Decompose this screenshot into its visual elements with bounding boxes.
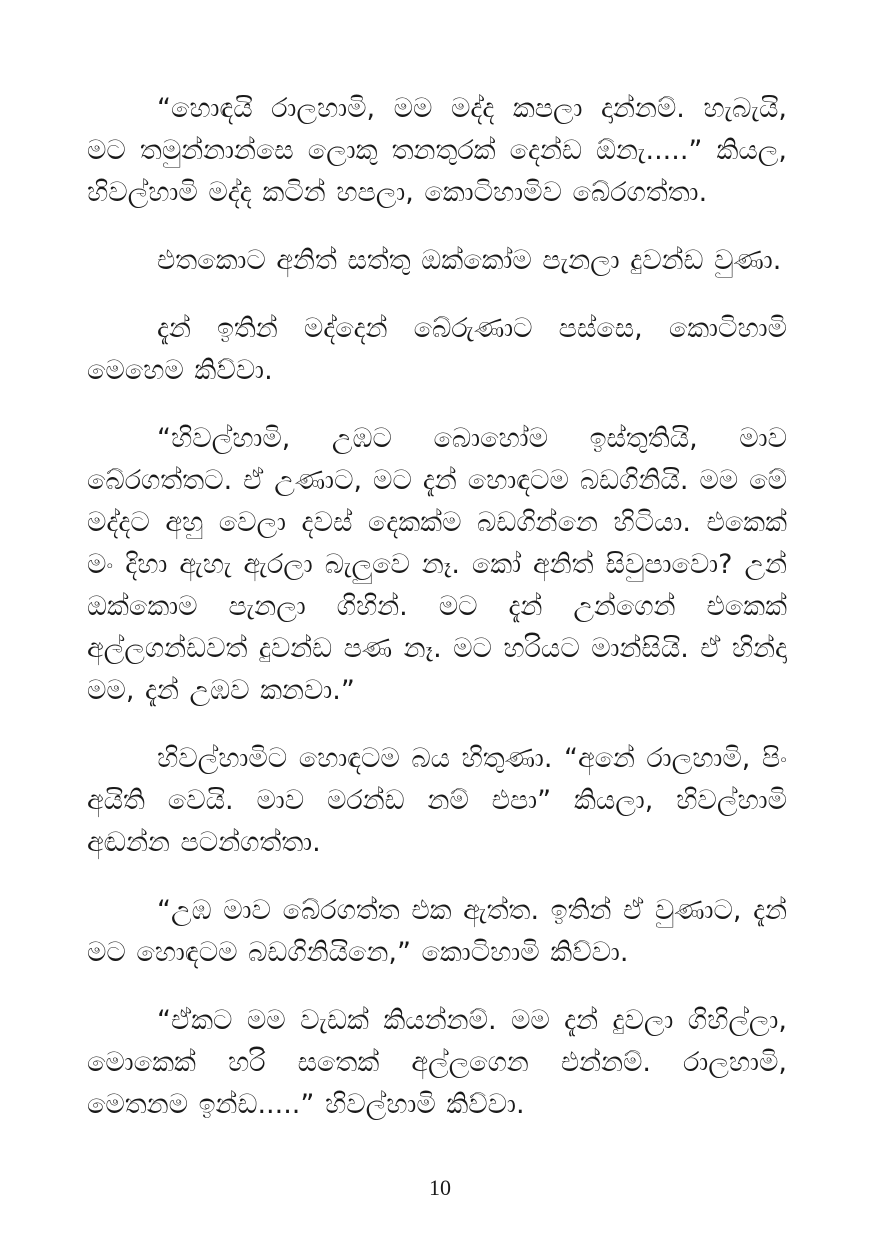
paragraph: එතකොට අනිත් සත්තු ඔක්කෝම පැනලා දුවන්ඩ වුණා.: [157, 245, 782, 276]
paragraph: හිවල්හාමිට හොඳටම බය හිතුණා. “අනේ රාලහාමි, පිං අයිති වෙයි. මාව මරන්ඩ නම් එපා” කියලා, හිවල්හාමි අඬන්න පටන්ගත්තා.: [87, 743, 787, 858]
paragraph: දැන් ඉතින් මද්දෙන් බේරුණාට පස්සෙ, කොටිහාමි මෙහෙම කිව්වා.: [87, 313, 787, 386]
paragraph: “හොඳයි රාලහාමි, මම මද්ද කපලා දාන්නම්. හැබැයි, මට තමුන්නාන්සෙ ලොකු තනතුරක් දෙන්ඩ ඕනැ.....” කියල, හිවල්හාමි මද්ද කටින් හපලා, කොටිහාමිව බේරගත්තා.: [87, 93, 787, 208]
paragraph: “හිවල්හාමි, උඹට බොහෝම ඉස්තුතියි, මාව බේරගත්තට. ඒ උණාට, මට දැන් හොඳටම බඩගිනියි. මම මේ මද්දට අහු වෙලා දවස් දෙකක්ම බඩගින්නෙ හිටියා. එකෙක් මං දිහා ඇහැ ඇරලා බැලුවෙ නෑ. කෝ අනිත් සිවුපාවො? උන් ඔක්කොම පැනලා ගිහින්. මට දැන් උන්ගෙන් එකෙක් අල්ලගන්ඩවත් දුවන්ඩ පණ නෑ. මට හරියට මාන්සියි. ඒ හින්දා මම, දැන් උඹව කනවා.”: [87, 423, 787, 706]
page-number: 10: [429, 1175, 451, 1200]
paragraph: “උඹ මාව බේරගත්ත එක ඇත්ත. ඉතින් ඒ වුණාට, දැන් මට හොඳටම බඩගිනියිනෙ,” කොටිහාමි කිව්වා.: [87, 895, 787, 968]
paragraph: “ඒකට මම වැඩක් කියන්නම්. මම දැන් දුවලා ගිහිල්ලා, මොකෙක් හරි සතෙක් අල්ලගෙන එන්නම්. රාලහාමි, මෙතනම ඉන්ඩ.....” හිවල්හාමි කිව්වා.: [87, 1005, 787, 1120]
story-text: [87, 88, 787, 1126]
